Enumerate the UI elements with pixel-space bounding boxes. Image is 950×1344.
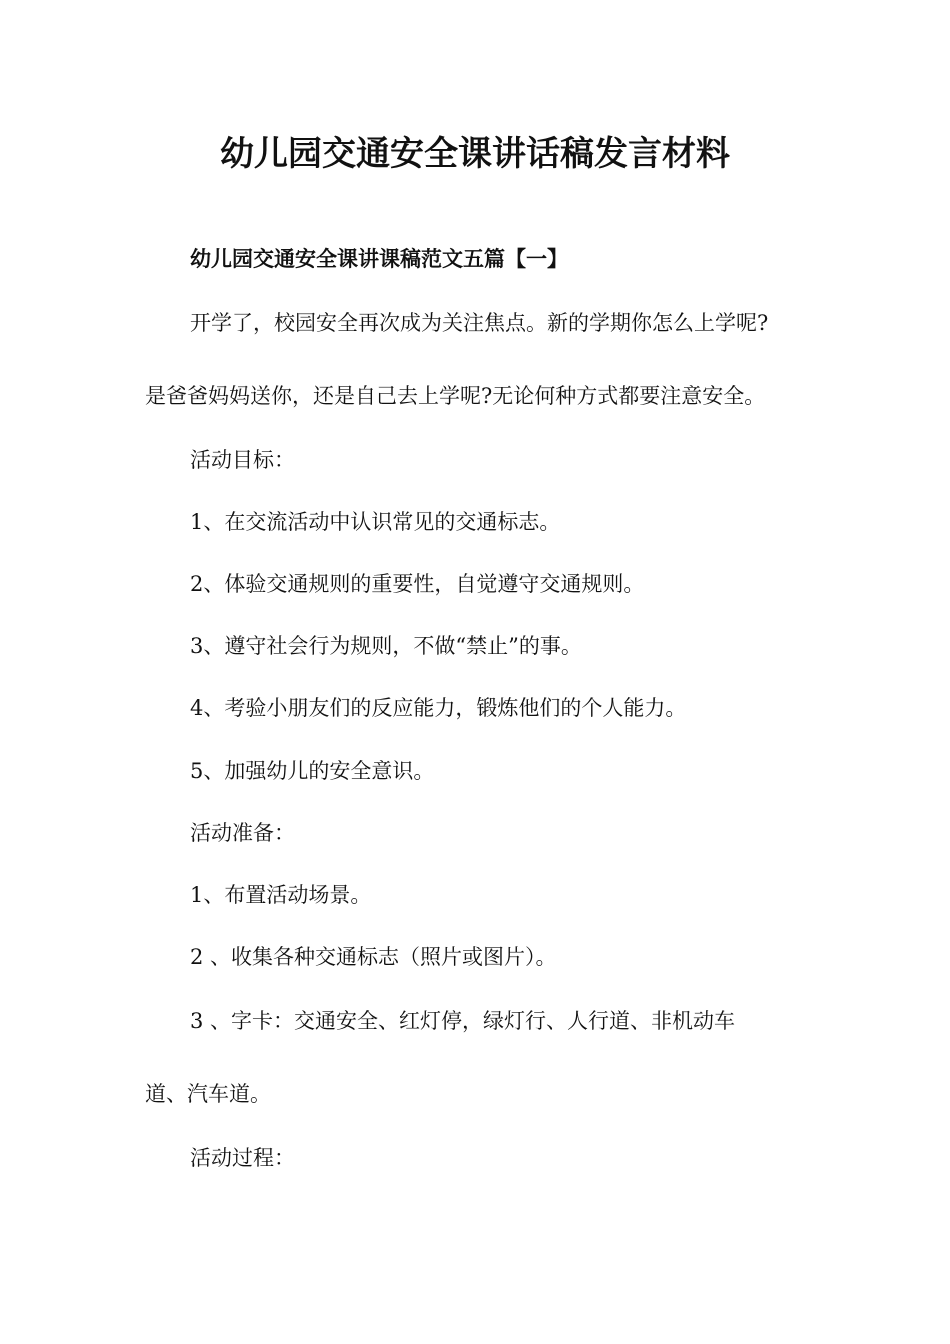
- list-item-continuation: 道、汽车道。: [145, 1082, 271, 1106]
- paragraph-line: 是爸爸妈妈送你，还是自己去上学呢?无论何种方式都要注意安全。: [145, 384, 766, 408]
- list-item: 1、在交流活动中认识常见的交通标志。: [190, 510, 561, 534]
- list-item: 1、布置活动场景。: [190, 883, 372, 907]
- document-title: 幼儿园交通安全课讲话稿发言材料: [220, 134, 730, 174]
- paragraph-line: 开学了，校园安全再次成为关注焦点。新的学期你怎么上学呢?: [190, 311, 769, 335]
- list-item: 3、遵守社会行为规则，不做“禁止”的事。: [190, 634, 582, 658]
- section-heading: 活动过程：: [190, 1146, 295, 1170]
- list-item: 4、考验小朋友们的反应能力，锻炼他们的个人能力。: [190, 696, 687, 720]
- list-item: 5、加强幼儿的安全意识。: [190, 759, 435, 783]
- list-item: 2 、收集各种交通标志（照片或图片）。: [190, 945, 557, 969]
- section-heading: 活动准备：: [190, 821, 295, 845]
- list-item: 2、体验交通规则的重要性，自觉遵守交通规则。: [190, 572, 645, 596]
- section-heading: 活动目标：: [190, 448, 295, 472]
- section-subtitle: 幼儿园交通安全课讲课稿范文五篇【一】: [190, 246, 568, 271]
- list-item: 3 、字卡：交通安全、红灯停，绿灯行、人行道、非机动车: [190, 1009, 736, 1033]
